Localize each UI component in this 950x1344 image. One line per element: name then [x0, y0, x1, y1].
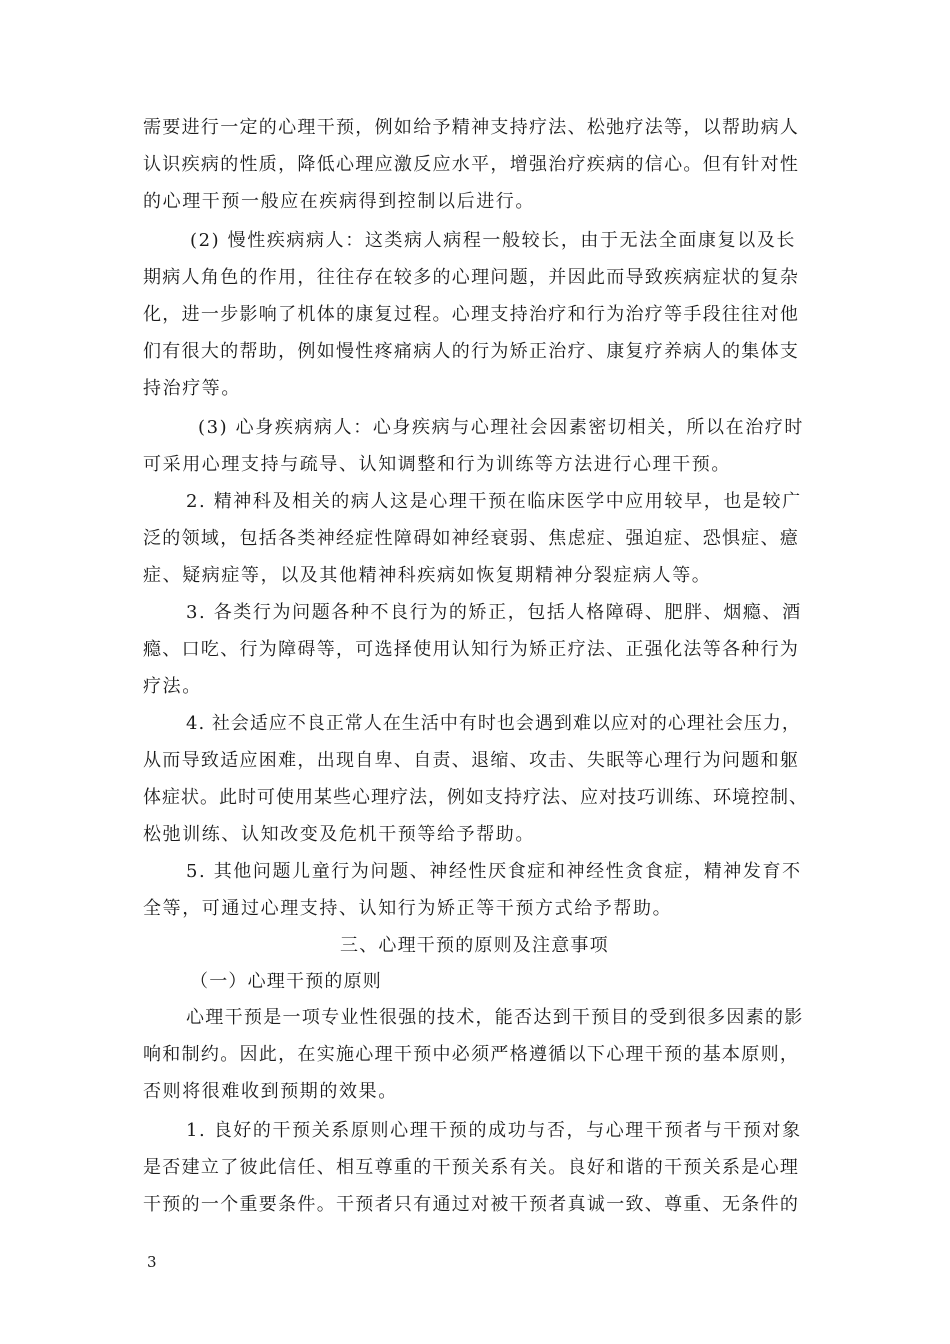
text-line: 3. 各类行为问题各种不良行为的矫正，包括人格障碍、肥胖、烟瘾、酒 [186, 602, 802, 623]
text-line: 1. 良好的干预关系原则心理干预的成功与否，与心理干预者与干预对象 [186, 1120, 802, 1141]
text-line: 心理干预是一项专业性很强的技术，能否达到干预目的受到很多因素的影 [186, 1007, 804, 1028]
text-line: 的心理干预一般应在疾病得到控制以后进行。 [143, 191, 535, 212]
text-line: 是否建立了彼此信任、相互尊重的干预关系有关。良好和谐的干预关系是心理 [143, 1157, 800, 1178]
text-line: 否则将很难收到预期的效果。 [143, 1081, 398, 1102]
text-line: (3) 心身疾病病人：心身疾病与心理社会因素密切相关，所以在治疗时 [198, 417, 805, 438]
text-line: 响和制约。因此，在实施心理干预中必须严格遵循以下心理干预的基本原则， [143, 1044, 800, 1065]
text-line: 化，进一步影响了机体的康复过程。心理支持治疗和行为治疗等手段往往对他 [143, 304, 800, 325]
text-line: 2. 精神科及相关的病人这是心理干预在临床医学中应用较早，也是较广 [186, 491, 802, 512]
text-line: 可采用心理支持与疏导、认知调整和行为训练等方法进行心理干预。 [143, 454, 731, 475]
text-line: 泛的领域，包括各类神经症性障碍如神经衰弱、焦虑症、强迫症、恐惧症、癔 [143, 528, 800, 549]
subsection-heading: （一）心理干预的原则 [190, 971, 382, 992]
text-line: 全等，可通过心理支持、认知行为矫正等干预方式给予帮助。 [143, 898, 673, 919]
text-line: 症、疑病症等，以及其他精神科疾病如恢复期精神分裂症病人等。 [143, 565, 712, 586]
text-line: 松弛训练、认知改变及危机干预等给予帮助。 [143, 824, 535, 845]
text-line: 瘾、口吃、行为障碍等，可选择使用认知行为矫正疗法、正强化法等各种行为 [143, 639, 800, 660]
text-line: 们有很大的帮助，例如慢性疼痛病人的行为矫正治疗、康复疗养病人的集体支 [143, 341, 800, 362]
section-heading: 三、心理干预的原则及注意事项 [340, 935, 609, 956]
text-line: 从而导致适应困难，出现自卑、自责、退缩、攻击、失眠等心理行为问题和躯 [143, 750, 800, 771]
text-line: 干预的一个重要条件。干预者只有通过对被干预者真诚一致、尊重、无条件的 [143, 1194, 800, 1215]
text-line: 疗法。 [143, 676, 202, 697]
text-line: 4. 社会适应不良正常人在生活中有时也会遇到难以应对的心理社会压力， [186, 713, 801, 734]
text-line: (2) 慢性疾病病人：这类病人病程一般较长，由于无法全面康复以及长 [190, 230, 797, 251]
text-line: 体症状。此时可使用某些心理疗法，例如支持疗法、应对技巧训练、环境控制、 [143, 787, 808, 808]
text-line: 持治疗等。 [143, 378, 241, 399]
page-number: 3 [147, 1253, 157, 1271]
text-line: 5. 其他问题儿童行为问题、神经性厌食症和神经性贪食症，精神发育不 [186, 861, 802, 882]
text-line: 认识疾病的性质，降低心理应激反应水平，增强治疗疾病的信心。但有针对性 [143, 154, 800, 175]
text-line: 期病人角色的作用，往往存在较多的心理问题，并因此而导致疾病症状的复杂 [143, 267, 800, 288]
text-line: 需要进行一定的心理干预，例如给予精神支持疗法、松弛疗法等，以帮助病人 [143, 117, 800, 138]
